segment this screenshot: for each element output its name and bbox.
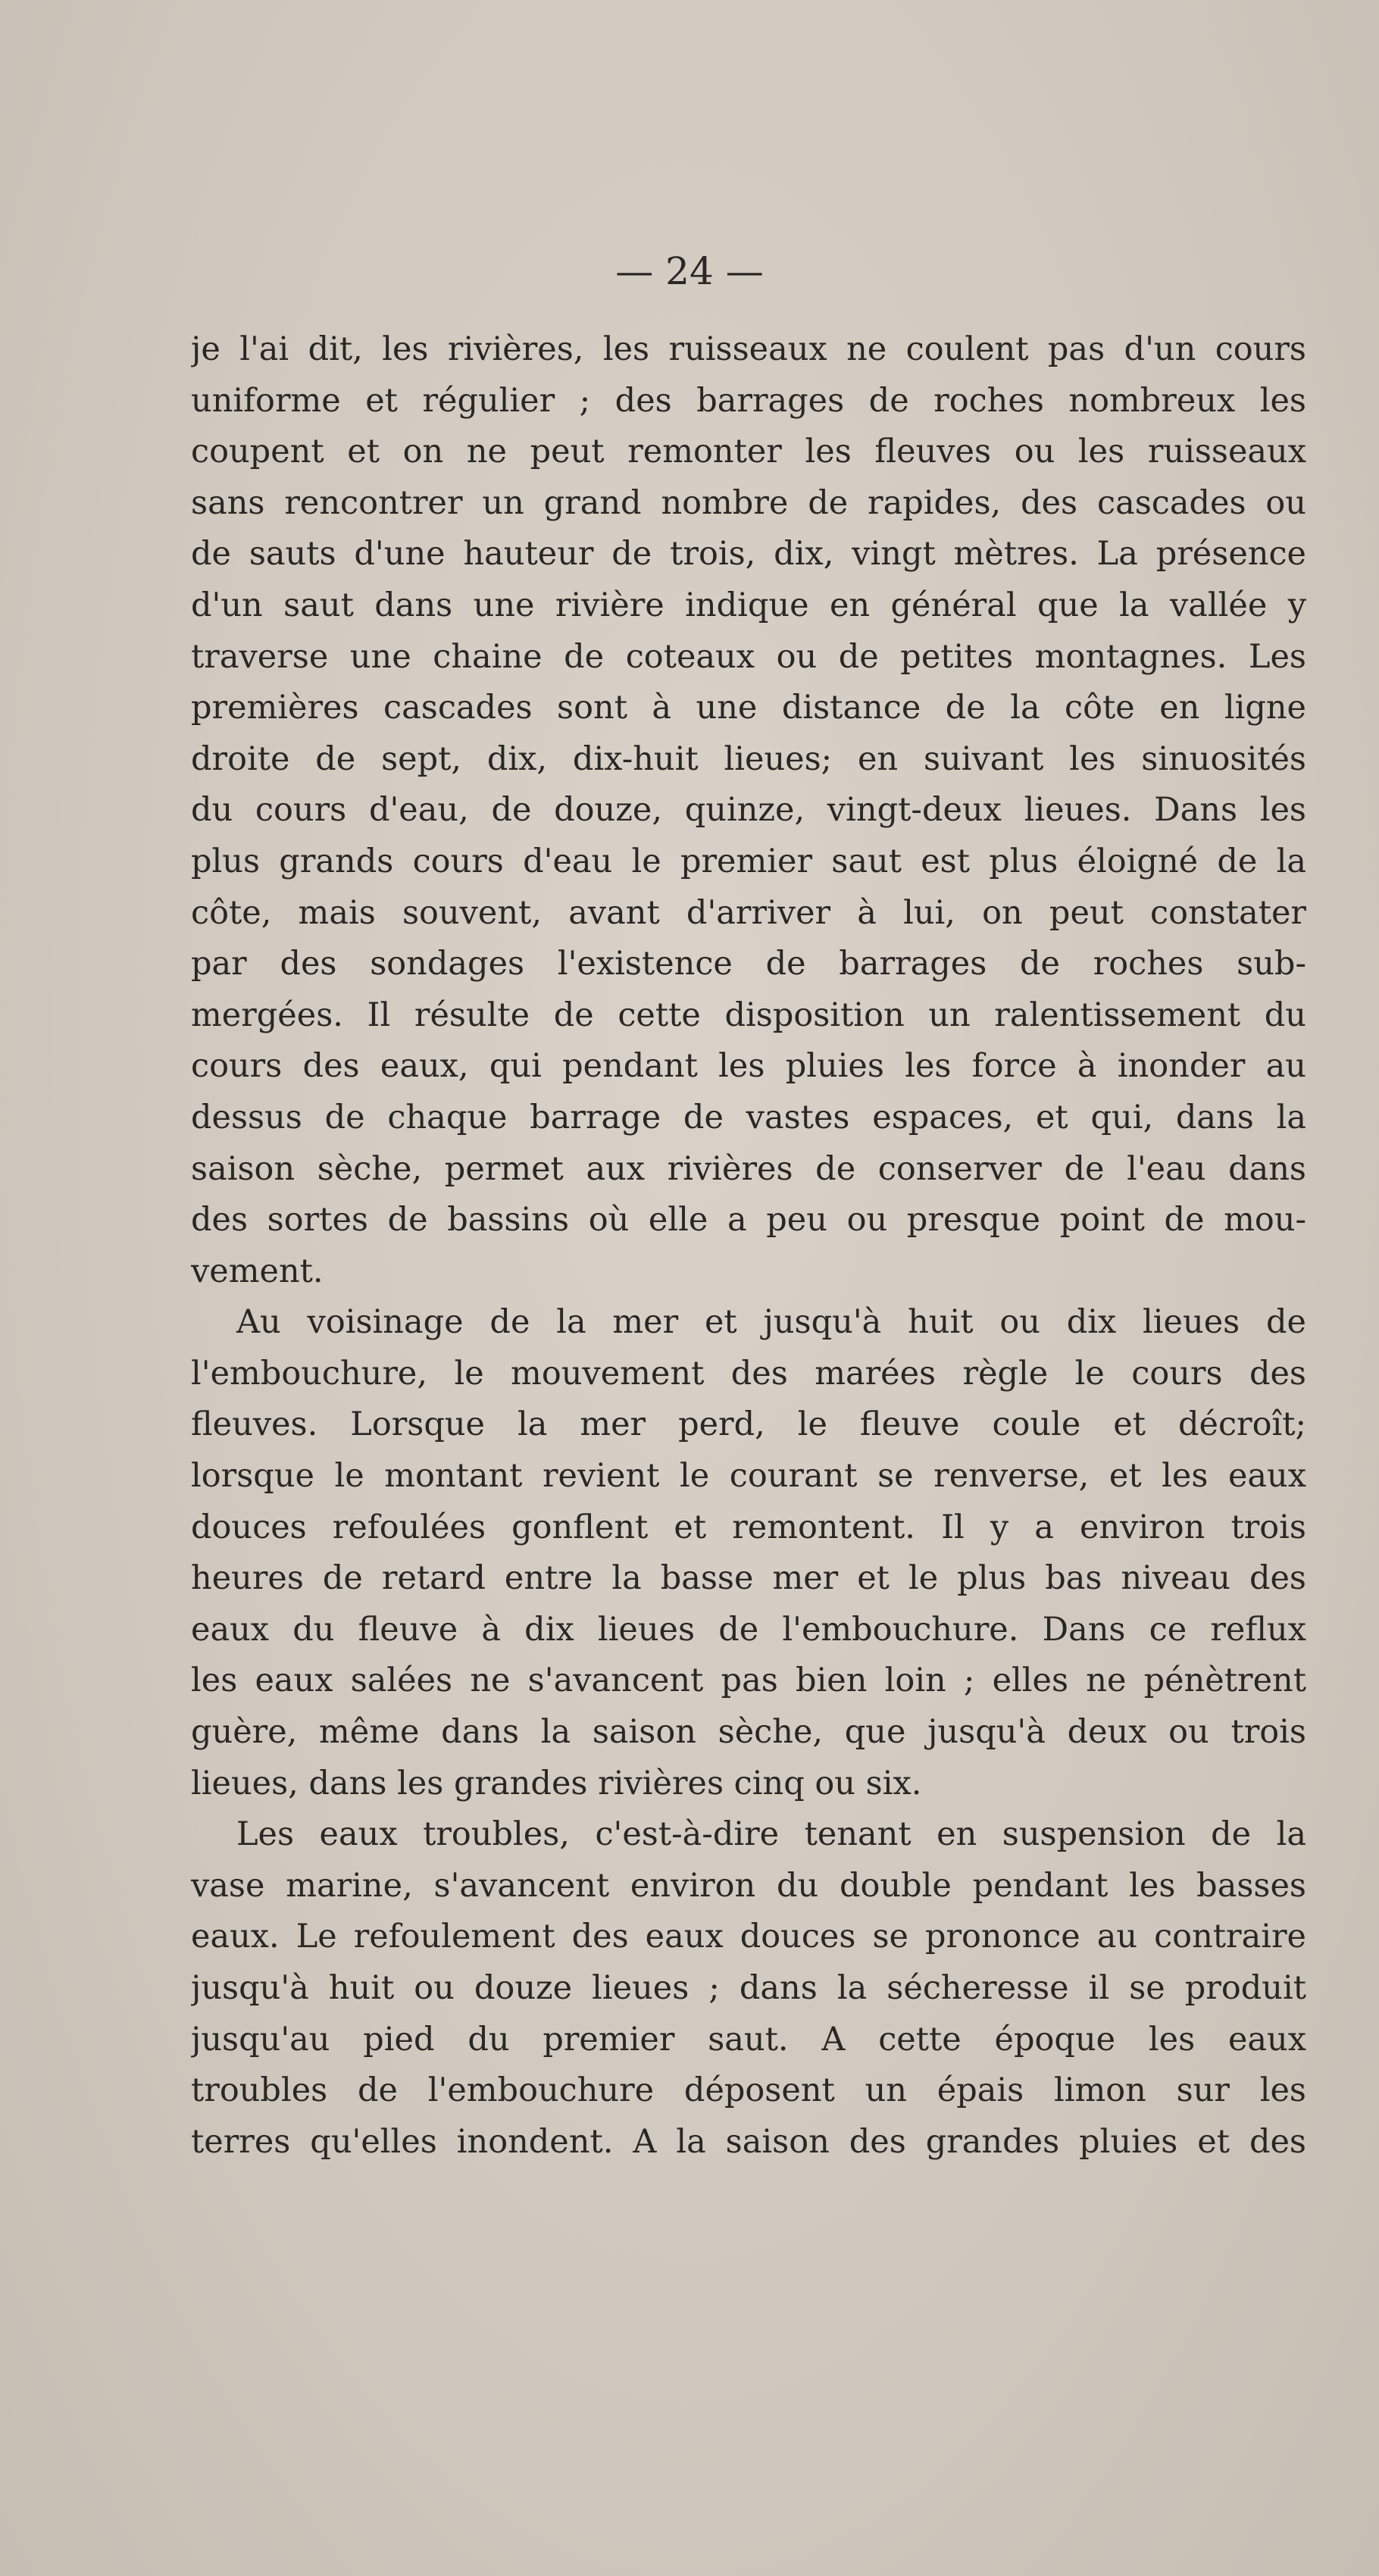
- text-line: de sauts d'une hauteur de trois, dix, vingt mètres. La présence: [191, 535, 1306, 574]
- text-line: plus grands cours d'eau le premier saut est plus éloigné de la: [191, 842, 1306, 880]
- text-line: par des sondages l'existence de barrages de roches sub-: [191, 945, 1306, 983]
- text-line: premières cascades sont à une distance de la côte en ligne: [191, 689, 1306, 727]
- text-line: cours des eaux, qui pendant les pluies les force à inonder au: [191, 1047, 1306, 1086]
- text-line: coupent et on ne peut remonter les fleuves ou les ruisseaux: [191, 433, 1306, 471]
- page-number: — 24 —: [615, 249, 764, 293]
- text-line: droite de sept, dix, dix-huit lieues; en suivant les sinuosités: [191, 739, 1306, 778]
- text-line: douces refoulées gonflent et remontent. Il y a environ trois: [191, 1508, 1306, 1546]
- text-line: guère, même dans la saison sèche, que jusqu'à deux ou trois: [191, 1713, 1306, 1752]
- text-line: côte, mais souvent, avant d'arriver à lui, on peut constater: [191, 893, 1306, 932]
- text-line: Au voisinage de la mer et jusqu'à huit ou dix lieues de: [236, 1303, 1306, 1342]
- text-line: jusqu'à huit ou douze lieues ; dans la sécheresse il se produit: [191, 1969, 1306, 2007]
- text-line: vase marine, s'avancent environ du double pendant les basses: [191, 1866, 1306, 1905]
- text-line: lieues, dans les grandes rivières cinq ou six.: [191, 1764, 922, 1802]
- text-line: uniforme et régulier ; des barrages de roches nombreux les: [191, 381, 1306, 420]
- text-line: des sortes de bassins où elle a peu ou presque point de mou-: [191, 1201, 1306, 1240]
- text-line: jusqu'au pied du premier saut. A cette époque les eaux: [191, 2020, 1306, 2059]
- text-line: l'embouchure, le mouvement des marées règle le cours des: [191, 1354, 1306, 1393]
- text-line: troubles de l'embouchure déposent un épais limon sur les: [191, 2071, 1306, 2110]
- text-line: heures de retard entre la basse mer et le plus bas niveau des: [191, 1559, 1306, 1598]
- text-line: les eaux salées ne s'avancent pas bien loin ; elles ne pénètrent: [191, 1662, 1306, 1700]
- text-line: sans rencontrer un grand nombre de rapides, des cascades ou: [191, 483, 1306, 522]
- text-line: du cours d'eau, de douze, quinze, vingt-deux lieues. Dans les: [191, 791, 1306, 830]
- text-line: Les eaux troubles, c'est-à-dire tenant en suspension de la: [236, 1815, 1306, 1854]
- text-line: vement.: [191, 1252, 324, 1290]
- text-line: eaux du fleuve à dix lieues de l'embouchure. Dans ce reflux: [191, 1610, 1306, 1649]
- text-line: lorsque le montant revient le courant se renverse, et les eaux: [191, 1457, 1306, 1496]
- text-line: je l'ai dit, les rivières, les ruisseaux ne coulent pas d'un cours: [191, 330, 1306, 368]
- text-line: dessus de chaque barrage de vastes espaces, et qui, dans la: [191, 1098, 1306, 1136]
- text-line: fleuves. Lorsque la mer perd, le fleuve coule et décroît;: [191, 1405, 1306, 1444]
- text-line: eaux. Le refoulement des eaux douces se prononce au contraire: [191, 1918, 1306, 1956]
- text-line: traverse une chaine de coteaux ou de petites montagnes. Les: [191, 637, 1306, 676]
- body-text: [191, 324, 1306, 2168]
- text-line: terres qu'elles inondent. A la saison des grandes pluies et des: [191, 2122, 1306, 2161]
- text-line: saison sèche, permet aux rivières de conserver de l'eau dans: [191, 1149, 1306, 1188]
- text-line: d'un saut dans une rivière indique en général que la vallée y: [191, 586, 1306, 624]
- text-line: mergées. Il résulte de cette disposition un ralentissement du: [191, 996, 1306, 1034]
